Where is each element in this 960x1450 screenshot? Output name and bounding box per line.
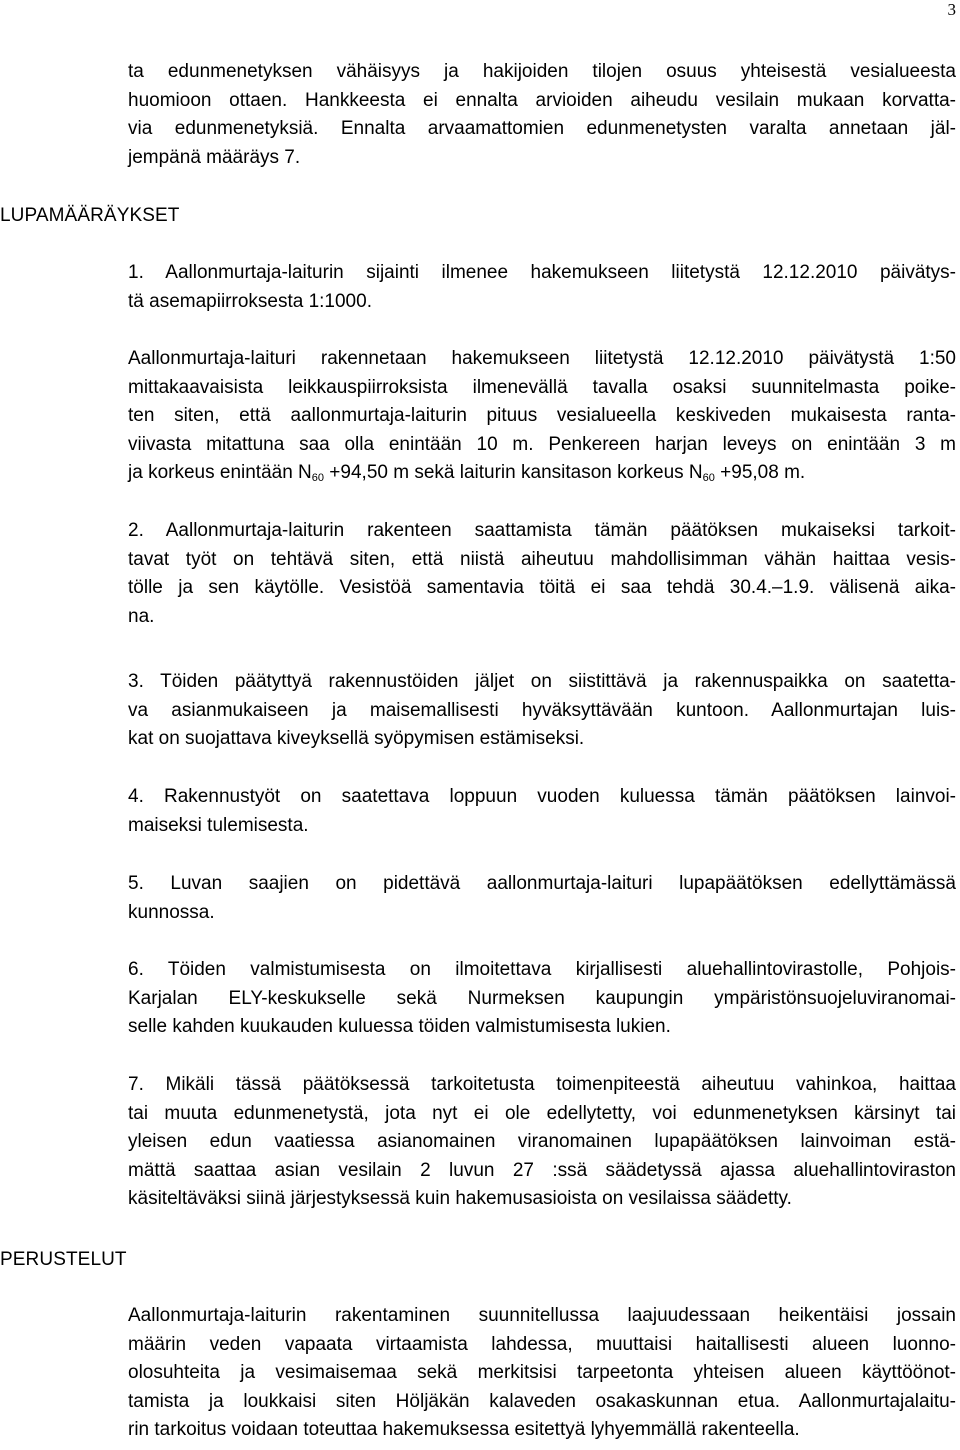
paragraph-perustelut xyxy=(128,1302,956,1445)
paragraph-condition-6 xyxy=(128,956,956,1042)
paragraph-intro xyxy=(128,58,956,172)
text-fragment: +94,50 m sekä laiturin kansitason korkeus N xyxy=(324,462,703,484)
paragraph-condition-3 xyxy=(128,668,956,754)
page-number: 3 xyxy=(947,0,956,19)
text-line: olosuhteita ja vesimaisemaa sekä merkitsisi tarpeetonta yhteisen alueen käyttöönot- xyxy=(128,1362,956,1384)
text-line: 2. Aallonmurtaja-laiturin rakenteen saattamista tämän päätöksen mukaiseksi tarkoit- xyxy=(128,520,956,541)
text-line: maiseksi tulemisesta. xyxy=(128,814,309,836)
paragraph-condition-2 xyxy=(128,517,956,631)
text-line: va asianmukaiseen ja maisemallisesti hyväksyttävään kuntoon. Aallonmurtajan luis- xyxy=(128,699,956,721)
paragraph-condition-4 xyxy=(128,783,956,840)
text-line: 6. Töiden valmistumisesta on ilmoitettava kirjallisesti aluehallintovirastolle, Pohjois- xyxy=(128,959,956,980)
section-heading-lupamaaraykset: LUPAMÄÄRÄYKSET xyxy=(0,205,180,226)
text-line: ten siten, että aallonmurtaja-laiturin pituus vesialueella keskiveden mukaisesta ranta- xyxy=(128,405,956,427)
text-line: 7. Mikäli tässä päätöksessä tarkoitetusta toimenpiteestä aiheutuu vahinkoa, haittaa xyxy=(128,1074,956,1095)
height-system-subscript: 60 xyxy=(311,472,325,485)
text-line: tölle ja sen käytölle. Vesistöä samentavia töitä ei saa tehdä 30.4.–1.9. välisenä aika- xyxy=(128,577,956,599)
text-line: käsiteltäväksi siinä järjestyksessä kuin hakemusasioista on vesilaissa säädetty. xyxy=(128,1188,792,1210)
text-line: tavat työt on tehtävä siten, että niistä aiheutuu mahdollisimman vähän haittaa vesis- xyxy=(128,548,956,570)
text-line: tamista ja loukkaisi siten Höljäkän kalaveden osakaskunnan etua. Aallonmurtajalaitu- xyxy=(128,1390,956,1412)
text-line: viivasta mitattuna saa olla enintään 10 m. Penkereen harjan leveys on enintään 3 m xyxy=(128,433,956,455)
text-line-with-subscripts xyxy=(128,459,956,488)
paragraph-condition-5 xyxy=(128,870,956,927)
text-line: mittakaavaisista leikkauspiirroksista ilmenevällä tavalla osaksi suunnitelmasta poike- xyxy=(128,376,956,398)
text-line: kunnossa. xyxy=(128,901,215,923)
text-line: mättä saattaa asian vesilain 2 luvun 27 :ssä säädetyssä ajassa aluehallintoviraston xyxy=(128,1159,956,1181)
text-line: 5. Luvan saajien on pidettävä aallonmurtaja-laituri lupapäätöksen edellyttämässä xyxy=(128,873,956,894)
text-line: tä asemapiirroksesta 1:1000. xyxy=(128,290,372,312)
text-line: ta edunmenetyksen vähäisyys ja hakijoiden tilojen osuus yhteisestä vesialueesta xyxy=(128,61,956,82)
text-line: via edunmenetyksiä. Ennalta arvaamattomien edunmenetysten varalta annetaan jäl- xyxy=(128,118,956,140)
section-heading-perustelut: PERUSTELUT xyxy=(0,1249,127,1270)
text-line: kat on suojattava kiveyksellä syöpymisen estämiseksi. xyxy=(128,728,585,750)
text-fragment: +95,08 m. xyxy=(714,462,806,484)
text-line: Karjalan ELY-keskukselle sekä Nurmeksen kaupungin ympäristönsuojeluviranomai- xyxy=(128,987,956,1009)
paragraph-condition-1-construction xyxy=(128,345,956,488)
text-fragment: ja korkeus enintään N xyxy=(128,462,312,484)
text-line: Aallonmurtaja-laituri rakennetaan hakemukseen liitetystä 12.12.2010 päivätystä 1:50 xyxy=(128,348,956,369)
text-line: rin tarkoitus voidaan toteuttaa hakemuksessa esitettyä lyhyemmällä rakenteella. xyxy=(128,1419,800,1441)
text-line: na. xyxy=(128,605,155,627)
text-line: 4. Rakennustyöt on saatettava loppuun vuoden kuluessa tämän päätöksen lainvoi- xyxy=(128,786,956,807)
text-line: selle kahden kuukauden kuluessa töiden valmistumisesta lukien. xyxy=(128,1016,671,1038)
text-line: yleisen edun vaatiessa asianomainen viranomainen lupapäätöksen lainvoiman estä- xyxy=(128,1131,956,1153)
paragraph-condition-1-location xyxy=(128,259,956,316)
text-line: Aallonmurtaja-laiturin rakentaminen suunnitellussa laajuudessaan heikentäisi jossain xyxy=(128,1305,956,1326)
text-line: 3. Töiden päätyttyä rakennustöiden jäljet on siistittävä ja rakennuspaikka on saatetta- xyxy=(128,671,956,692)
paragraph-condition-7 xyxy=(128,1071,956,1214)
height-system-subscript: 60 xyxy=(702,472,715,485)
text-line: huomioon ottaen. Hankkeesta ei ennalta arvioiden aiheudu vesilain mukaan korvatta- xyxy=(128,89,956,111)
text-line: 1. Aallonmurtaja-laiturin sijainti ilmenee hakemukseen liitetystä 12.12.2010 päivätys- xyxy=(128,262,956,283)
text-line: jempänä määräys 7. xyxy=(128,146,301,168)
text-line: tai muuta edunmenetystä, jota nyt ei ole edellytetty, voi edunmenetyksen kärsinyt tai xyxy=(128,1102,956,1124)
text-line: määrin veden vapaata virtaamista lahdessa, muuttaisi haitallisesti alueen luonno- xyxy=(128,1333,956,1355)
